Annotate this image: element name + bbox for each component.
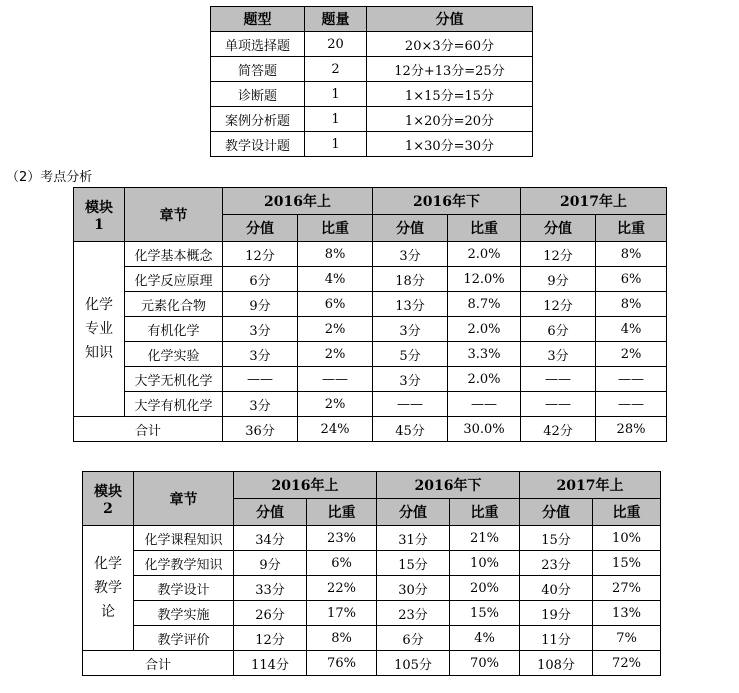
table-row: [211, 132, 533, 157]
table-row: [74, 292, 667, 317]
table-header-row: [74, 188, 667, 215]
cell: 2.0%: [448, 367, 521, 392]
cell: 20%: [450, 576, 520, 601]
cell: 4%: [450, 626, 520, 651]
table-row: [211, 107, 533, 132]
ratio-header: 比重: [450, 499, 520, 526]
cell: 28%: [596, 417, 667, 442]
cell: 20×3分=60分: [367, 32, 533, 57]
header-cell: 分值: [367, 7, 533, 32]
chapter-cell: 大学无机化学: [125, 367, 223, 392]
cell: 23分: [520, 551, 593, 576]
cell: 33分: [234, 576, 307, 601]
cell: 114分: [234, 651, 307, 676]
cell: 19分: [520, 601, 593, 626]
cell: 6分: [223, 267, 298, 292]
cell: 15%: [450, 601, 520, 626]
table-row: [74, 342, 667, 367]
score-header: 分值: [234, 499, 307, 526]
category-line: 论: [101, 604, 115, 620]
category-line: 教学: [94, 580, 122, 596]
table-row: [74, 317, 667, 342]
total-row: [74, 417, 667, 442]
cell: 6分: [521, 317, 596, 342]
period-header: 2016年上: [223, 188, 373, 215]
period-header: 2016年上: [234, 472, 377, 499]
chapter-cell: 教学设计: [134, 576, 234, 601]
module-header: [74, 188, 125, 242]
chapter-cell: 化学课程知识: [134, 526, 234, 551]
cell: 34分: [234, 526, 307, 551]
cell: 6%: [596, 267, 667, 292]
cell: 1×20分=20分: [367, 107, 533, 132]
cell: 2%: [298, 317, 373, 342]
category-cell: [74, 242, 125, 417]
category-line: 化学: [94, 556, 122, 572]
cell: 12分: [521, 242, 596, 267]
cell: 6分: [377, 626, 450, 651]
cell: 3分: [373, 317, 448, 342]
chapter-cell: 化学实验: [125, 342, 223, 367]
total-label: 合计: [83, 651, 234, 676]
cell: 17%: [307, 601, 377, 626]
cell: 1×30分=30分: [367, 132, 533, 157]
ratio-header: 比重: [298, 215, 373, 242]
score-header: 分值: [377, 499, 450, 526]
cell: 12.0%: [448, 267, 521, 292]
cell: 教学设计题: [211, 132, 305, 157]
cell: 9分: [223, 292, 298, 317]
cell: 7%: [593, 626, 661, 651]
cell: 1×15分=15分: [367, 82, 533, 107]
period-header: 2017年上: [520, 472, 661, 499]
cell: 8%: [596, 242, 667, 267]
cell: 70%: [450, 651, 520, 676]
cell: 4%: [298, 267, 373, 292]
cell: 40分: [520, 576, 593, 601]
category-line: 知识: [85, 345, 113, 361]
cell: 13分: [373, 292, 448, 317]
period-header: 2016年下: [377, 472, 520, 499]
cell: 21%: [450, 526, 520, 551]
cell: 3分: [521, 342, 596, 367]
cell: 36分: [223, 417, 298, 442]
cell: 24%: [298, 417, 373, 442]
chapter-cell: 教学评价: [134, 626, 234, 651]
cell: 9分: [521, 267, 596, 292]
question-type-table: [210, 6, 533, 157]
cell: 8.7%: [448, 292, 521, 317]
cell: 105分: [377, 651, 450, 676]
cell: ——: [521, 367, 596, 392]
cell: 30分: [377, 576, 450, 601]
category-line: 专业: [85, 321, 113, 337]
table-row: [211, 82, 533, 107]
table-row: [211, 32, 533, 57]
table-row: [83, 551, 661, 576]
cell: 1: [305, 107, 367, 132]
total-row: [83, 651, 661, 676]
module-header-label: 模块: [85, 199, 113, 216]
chapter-cell: 有机化学: [125, 317, 223, 342]
cell: 15分: [520, 526, 593, 551]
chapter-cell: 化学基本概念: [125, 242, 223, 267]
cell: 23%: [307, 526, 377, 551]
cell: 108分: [520, 651, 593, 676]
score-header: 分值: [520, 499, 593, 526]
module-header: [83, 472, 134, 526]
cell: 2.0%: [448, 242, 521, 267]
cell: 18分: [373, 267, 448, 292]
table-row: [83, 626, 661, 651]
cell: 12分+13分=25分: [367, 57, 533, 82]
table-row: [83, 576, 661, 601]
cell: 12分: [223, 242, 298, 267]
cell: 2%: [298, 342, 373, 367]
cell: 8%: [596, 292, 667, 317]
category-line: 化学: [85, 297, 113, 313]
table-row: [83, 601, 661, 626]
header-cell: 题型: [211, 7, 305, 32]
cell: 31分: [377, 526, 450, 551]
cell: 2: [305, 57, 367, 82]
cell: 30.0%: [448, 417, 521, 442]
cell: 2%: [298, 392, 373, 417]
module1-table: [73, 187, 667, 442]
chapter-header: 章节: [125, 188, 223, 242]
cell: 45分: [373, 417, 448, 442]
cell: 3.3%: [448, 342, 521, 367]
cell: 10%: [450, 551, 520, 576]
cell: 76%: [307, 651, 377, 676]
chapter-cell: 教学实施: [134, 601, 234, 626]
chapter-cell: 元素化合物: [125, 292, 223, 317]
cell: ——: [596, 392, 667, 417]
score-header: 分值: [373, 215, 448, 242]
cell: 2.0%: [448, 317, 521, 342]
cell: 27%: [593, 576, 661, 601]
cell: 3分: [223, 342, 298, 367]
cell: 6%: [298, 292, 373, 317]
module-header-number: 1: [94, 216, 104, 233]
cell: 诊断题: [211, 82, 305, 107]
total-label: 合计: [74, 417, 223, 442]
score-header: 分值: [223, 215, 298, 242]
cell: 单项选择题: [211, 32, 305, 57]
table-row: [211, 57, 533, 82]
score-header: 分值: [521, 215, 596, 242]
period-header: 2016年下: [373, 188, 521, 215]
ratio-header: 比重: [593, 499, 661, 526]
module2-table: [82, 471, 661, 676]
cell: 20: [305, 32, 367, 57]
cell: 5分: [373, 342, 448, 367]
cell: ——: [223, 367, 298, 392]
chapter-cell: 化学反应原理: [125, 267, 223, 292]
cell: 26分: [234, 601, 307, 626]
ratio-header: 比重: [596, 215, 667, 242]
cell: 12分: [234, 626, 307, 651]
chapter-cell: 大学有机化学: [125, 392, 223, 417]
chapter-cell: 化学教学知识: [134, 551, 234, 576]
cell: 22%: [307, 576, 377, 601]
table-row: [74, 267, 667, 292]
cell: 3分: [373, 242, 448, 267]
cell: 简答题: [211, 57, 305, 82]
cell: 23分: [377, 601, 450, 626]
chapter-header: 章节: [134, 472, 234, 526]
cell: 案例分析题: [211, 107, 305, 132]
table-row: [83, 526, 661, 551]
cell: 4%: [596, 317, 667, 342]
cell: 42分: [521, 417, 596, 442]
module-header-number: 2: [103, 500, 113, 517]
cell: 13%: [593, 601, 661, 626]
cell: ——: [448, 392, 521, 417]
cell: 8%: [298, 242, 373, 267]
cell: 2%: [596, 342, 667, 367]
ratio-header: 比重: [448, 215, 521, 242]
cell: 72%: [593, 651, 661, 676]
table-row: [74, 367, 667, 392]
table-header-row: [211, 7, 533, 32]
period-header: 2017年上: [521, 188, 667, 215]
ratio-header: 比重: [307, 499, 377, 526]
cell: 11分: [520, 626, 593, 651]
section-label: （2）考点分析: [6, 170, 93, 185]
cell: 10%: [593, 526, 661, 551]
module-header-label: 模块: [94, 483, 122, 500]
cell: 15分: [377, 551, 450, 576]
cell: ——: [373, 392, 448, 417]
cell: ——: [298, 367, 373, 392]
header-cell: 题量: [305, 7, 367, 32]
cell: 9分: [234, 551, 307, 576]
cell: 3分: [373, 367, 448, 392]
table-row: [74, 242, 667, 267]
cell: 1: [305, 82, 367, 107]
cell: 6%: [307, 551, 377, 576]
cell: ——: [521, 392, 596, 417]
table-row: [74, 392, 667, 417]
cell: 15%: [593, 551, 661, 576]
cell: 1: [305, 132, 367, 157]
cell: 3分: [223, 392, 298, 417]
cell: 12分: [521, 292, 596, 317]
cell: ——: [596, 367, 667, 392]
cell: 3分: [223, 317, 298, 342]
table-header-row: [83, 472, 661, 499]
category-cell: [83, 526, 134, 651]
cell: 8%: [307, 626, 377, 651]
